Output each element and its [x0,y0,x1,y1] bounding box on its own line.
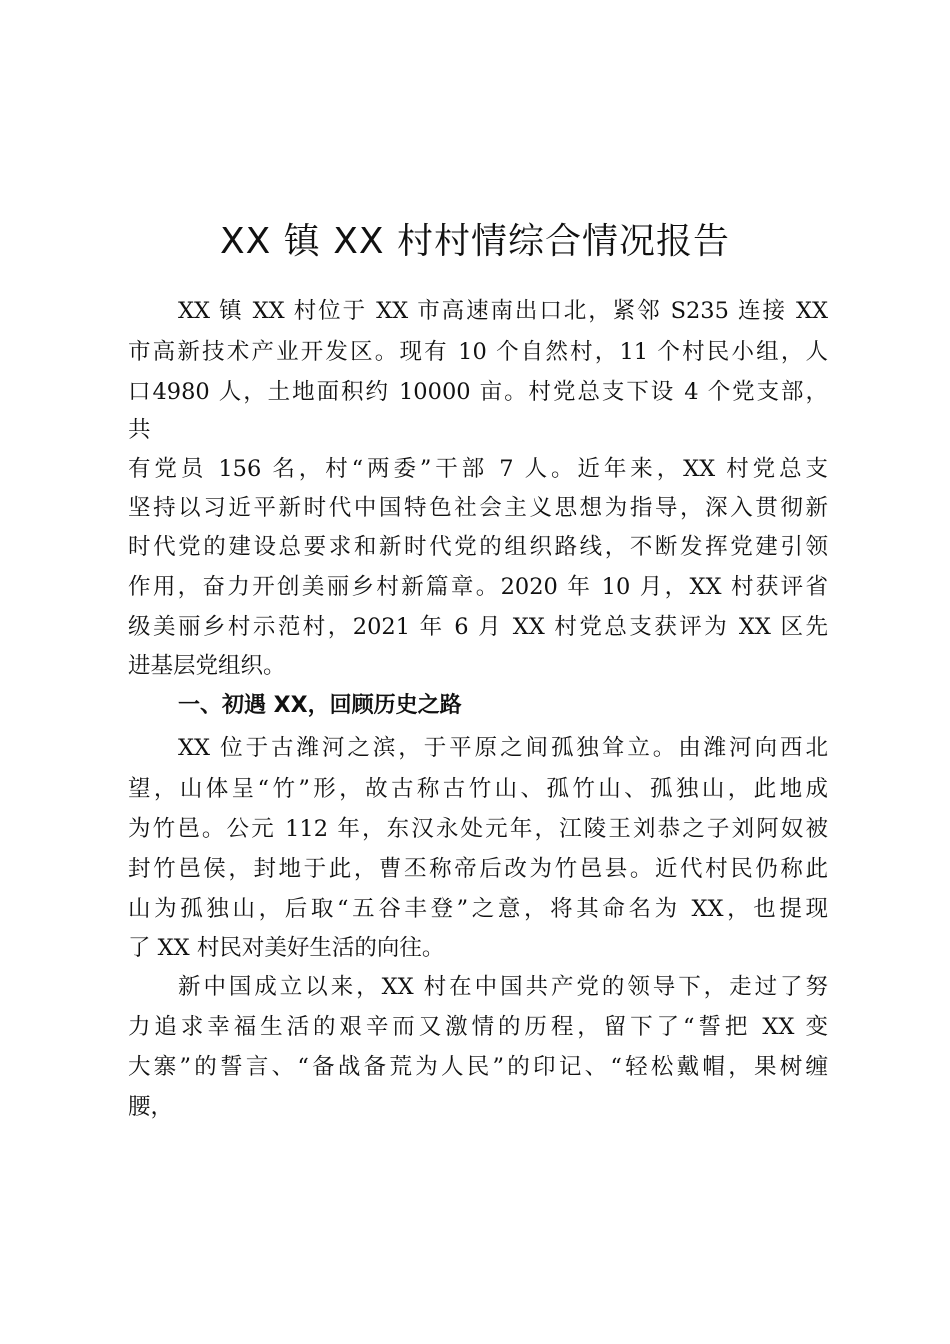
paragraph-line: 腰， [128,1094,174,1120]
paragraph-line: 口4980 人，土地面积约 10000 亩。村党总支下设 4 个党支部， [128,379,828,405]
paragraph-line: 山为孤独山，后取“五谷丰登”之意，将其命名为 XX，也提现 [128,896,828,922]
paragraph-line: 时代党的建设总要求和新时代党的组织路线，不断发挥党建引领 [128,534,828,560]
paragraph-line: XX 镇 XX 村位于 XX 市高速南出口北，紧邻 S235 连接 XX [178,298,828,324]
paragraph-line: 望，山体呈“竹”形，故古称古竹山、孤竹山、孤独山，此地成 [128,776,828,802]
paragraph-line: 封竹邑侯，封地于此，曹丕称帝后改为竹邑县。近代村民仍称此 [128,856,828,882]
paragraph-line: 作用，奋力开创美丽乡村新篇章。2020 年 10 月，XX 村获评省 [128,574,828,600]
paragraph-line: 大寨”的誓言、“备战备荒为人民”的印记、“轻松戴帽，果树缠 [128,1054,828,1080]
paragraph-line: 新中国成立以来，XX 村在中国共产党的领导下，走过了努 [178,974,828,1000]
paragraph-line: 为竹邑。公元 112 年，东汉永处元年，江陵王刘恭之子刘阿奴被 [128,816,828,842]
document-title: XX 镇 XX 村村情综合情况报告 [220,221,730,262]
paragraph-line: 市高新技术产业开发区。现有 10 个自然村，11 个村民小组，人 [128,339,828,365]
paragraph-line: 力追求幸福生活的艰辛而又激情的历程，留下了“誓把 XX 变 [128,1014,828,1040]
paragraph-line: 级美丽乡村示范村，2021 年 6 月 XX 村党总支获评为 XX 区先 [128,614,828,640]
paragraph-line: 坚持以习近平新时代中国特色社会主义思想为指导，深入贯彻新 [128,495,828,521]
section-heading: 一、初遇 XX，回顾历史之路 [178,693,462,718]
paragraph-line: 进基层党组织。 [128,653,286,679]
paragraph-line: 了 XX 村民对美好生活的向往。 [128,935,445,961]
paragraph-line: 共 [128,417,151,443]
paragraph-line: XX 位于古潍河之滨，于平原之间孤独耸立。由潍河向西北 [178,735,828,761]
paragraph-line: 有党员 156 名，村“两委”干部 7 人。近年来，XX 村党总支 [128,456,828,482]
